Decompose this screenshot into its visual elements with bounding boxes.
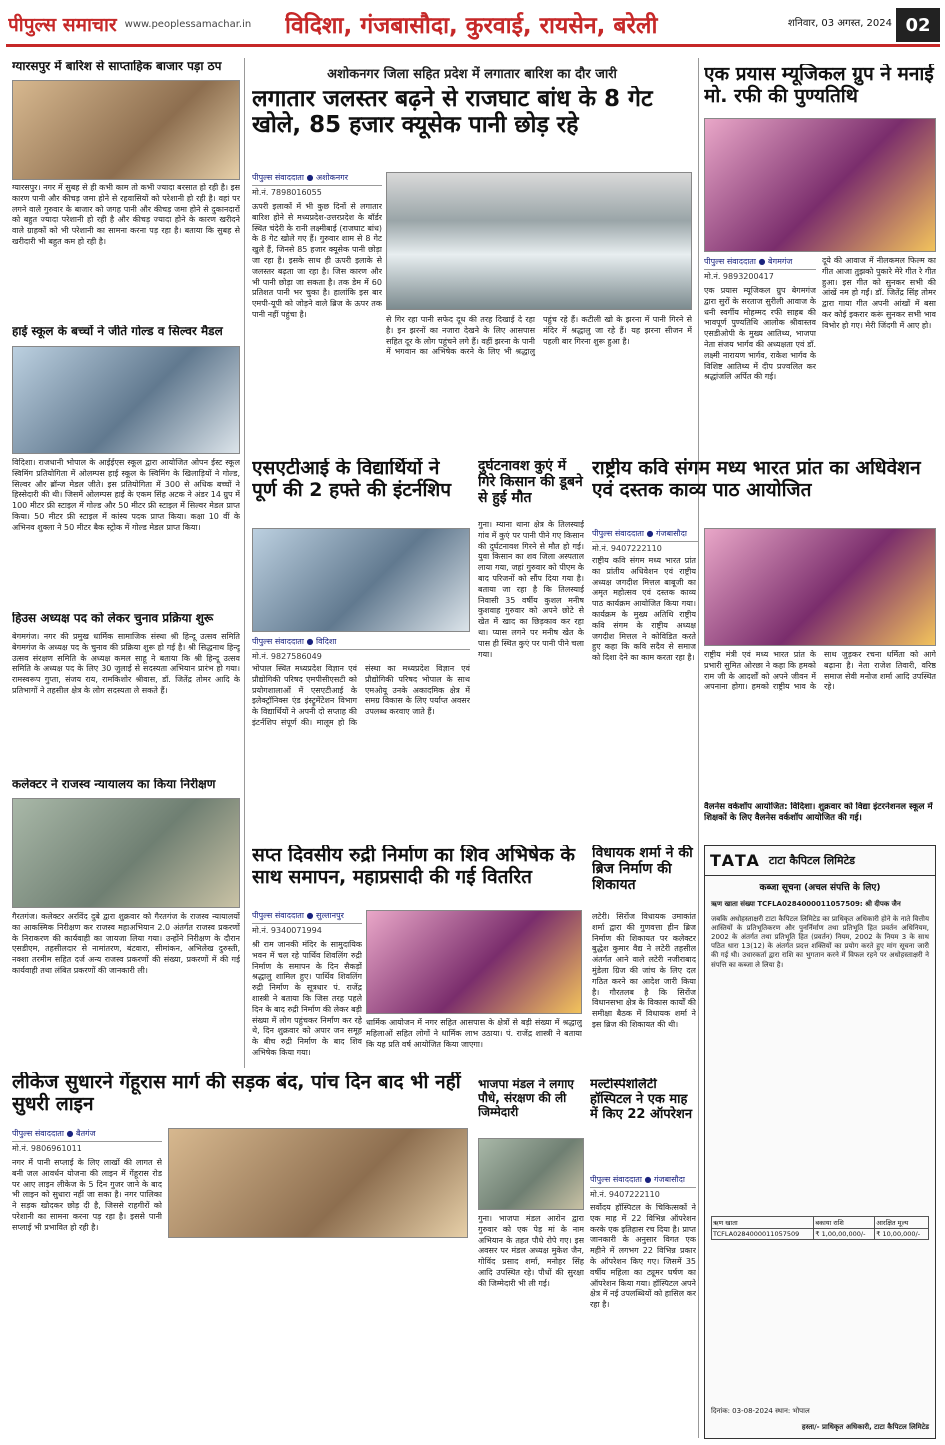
tata-capital-ad: [704, 845, 936, 1439]
kavi-reporter: पीपुल्स संवाददाता: [592, 529, 644, 538]
ad-td-2: ₹ 1,00,00,000/-: [814, 1229, 875, 1240]
music-photo: [704, 118, 936, 252]
rudri-body: श्री राम जानकी मंदिर के सामुदायिक भवन में चल रहे पार्थिव शिवलिंग रुद्री निर्माण के समापन के दिन सैकड़ों श्रद्धालु शामिल हुए। पार्थिव शिवलिंग रुद्री निर्माण के सूत्रधार पं. राजेंद्र शास्त्री ने बताया कि जिस तरह पहले दिन के बाद रुद्री निर्माण की लेकर बड़ी संख्या में लोग पहुंचकर निर्माण कर रहे थे, दिन शुक्रवार को अपार जन समूह के बीच रुद्री निर्माण के बाद शिव अभिषेक किया गया।: [252, 940, 362, 1057]
rudri-body-continued: धार्मिक आयोजन में नगर सहित आसपास के क्षेत्रों से बड़ी संख्या में श्रद्धालु महिलाओं सहित लोगों ने धार्मिक लाभ उठाया। पं. राजेंद्र शास्त्री ने बताया कि यह प्रति वर्ष आयोजित किया जाएगा।: [366, 1018, 582, 1049]
kuan-headline: दुर्घटनावश कुएं में गिरे किसान की डूबने से हुई मौत: [478, 458, 583, 507]
rudri-headline: सप्त दिवसीय रुद्री निर्माण का शिव अभिषेक के साथ समापन, महाप्रसादी की गई वितरित: [252, 845, 575, 888]
ad-td-1: TCFLA0284000011057509: [712, 1229, 814, 1240]
leak-reporter: पीपुल्स संवाददाता: [12, 1129, 64, 1138]
leak-photo: [168, 1128, 468, 1238]
ad-company: टाटा कैपिटल लिमिटेड: [768, 854, 856, 867]
hospital-body: सर्वोदय हॉस्पिटल के चिकित्सकों ने एक माह में 22 विभिन्न ऑपरेशन करके एक इतिहास रच दिया है। प्राप्त जानकारी के अनुसार विगत एक महीने में लगभग 22 विभिन्न प्रकार के ऑपरेशन किए गए। जिसमें 35 वर्षीय महिला का ट्यूमर घर्षण का ऑपरेशन किया गया। हॉस्पिटल अपने क्षेत्र में नई उपलब्धियों को हासिल कर रहा है।: [590, 1203, 696, 1310]
ad-header: [705, 846, 935, 876]
dam-photo: [386, 172, 692, 310]
kavi-photo: [704, 528, 936, 646]
sati-body: भोपाल स्थित मध्यप्रदेश विज्ञान एवं प्रौद्योगिकी परिषद एमपीसीएसटी को प्रयोगशालाओं में एसएटीआई के इलेक्ट्रॉनिक्स एंड इंस्ट्रूमेंटेशन विभाग के विद्यार्थियों ने अपनी दो सप्ताह की इंटर्नशिप संपूर्ण की। मालूम हो कि संस्था का मध्यप्रदेश विज्ञान एवं प्रौद्योगिकी परिषद भोपाल के साथ एमओयू उनके अकादमिक क्षेत्र में समग्र विकास के लिए पर्याप्त अवसर उपलब्ध करवाए जाते हैं।: [252, 664, 470, 727]
rudri-byline: पीपुल्स संवाददाता ● सुल्तानपुर: [252, 910, 362, 924]
dam-mobile: मो.नं. 7898016055: [252, 188, 322, 197]
sati-mobile: मो.नं. 9827586049: [252, 652, 322, 661]
music-body-continued: दूये की आवाज में नीलकमल फिल्म का गीत आजा तुझको पुकारे मेरे गीत रे गीत हुआ। इस गीत को सुनकर सभी की आंखें नम हो गईं। डॉ. जितेंद्र सिंह तोमर द्वारा गाया गीत अपनी आंखों में बसा कर कोई इकरार करूं सुनकर सभी भाव विभोर हो गए। मेरी जिंदगी में आए हो।: [822, 256, 936, 330]
sati-byline: पीपुल्स संवाददाता ● विदिशा: [252, 636, 470, 650]
right-divider: [698, 58, 699, 1438]
sati-photo: [252, 528, 470, 632]
sati-headline: एसएटीआई के विद्यार्थियों ने पूर्ण की 2 हफ्ते की इंटर्नशिप: [252, 458, 452, 501]
wellness-caption: वैलनेस वर्कशॉप आयोजित: विदिशा। शुक्रवार को विद्या इंटरनेशनल स्कूल में शिक्षकों के लिए वैलनेस वर्कशॉप आयोजित की गई।: [704, 802, 933, 824]
ad-subtitle: कब्जा सूचना (अचल संपत्ति के लिए): [759, 883, 881, 893]
tata-logo: TATA: [710, 851, 761, 870]
hindu-body: बेगमगंज। नगर की प्रमुख धार्मिक सामाजिक संस्था श्री हिन्दू उत्सव समिति बेगमगंज के अध्यक्ष पद के चुनाव की प्रक्रिया शुरू हो गई है। श्री सिद्धनाथ हिन्दू उत्सव संरक्षण समिति के अध्यक्ष कमल साहू ने बताया कि श्री हिन्दू उत्सव समिति के अध्यक्ष पद के लिए 30 जुलाई से सदस्यता अभियान प्रारंभ हो गया। रामस्वरूप गुप्ता, संजय राय, रामकिशोर श्रीवास, डॉ. जितेंद्र तोमर आदि के प्रतिभागों ने तहसील क्षेत्र के लोग सदस्यता ले सकते हैं।: [12, 632, 240, 695]
kuan-body: गुना। म्याना थाना क्षेत्र के तिलस्याई गांव में कुएं पर पानी पीने गए किसान की दुर्घटनावश गिरने से मौत हो गई। युवा किसान का शव जिला अस्पताल लाया गया, जहां गुरुवार को पीएम के बाद परिजनों को सौंप दिया गया है। बताया जा रहा है कि तिलस्याई निवासी 35 वर्षीय कुशल मनीष कुशवाह गुरुवार को अपने छोटे से खेत में खाद का छिड़काव कर रहा था। प्यास लगने पर मनीष खेत के पास ही स्थित कुएं पर पानी पीने चला गया।: [478, 520, 584, 659]
hospital-headline: मल्टीस्पेशलिटी हॉस्पिटल ने एक माह में किए 22 ऑपरेशन: [590, 1078, 693, 1122]
ad-td-3: ₹ 10,00,000/-: [875, 1229, 929, 1240]
kavi-place: गंजबासौदा: [656, 529, 687, 538]
music-reporter: पीपुल्स संवाददाता: [704, 257, 756, 266]
medal-body: विदिशा। राजधानी भोपाल के आईईएस स्कूल द्वारा आयोजित ओपन ईस्ट स्कूल स्विमिंग प्रतियोगिता में ओलम्पस हाई स्कूल के स्विमिंग के खिलाड़ियों ने गोल्ड, सिल्वर और ब्रॉन्ज मेडल जीते। इस प्रतियोगिता में 300 से अधिक बच्चों ने हिस्सेदारी की थी। जिसमें ओलम्पस हाई के एकम सिंह अटक ने अंडर 14 ग्रुप में 100 मीटर फ्री स्टाइल में गोल्ड और 50 मीटर फ्री स्टाइल में सिल्वर मेडल प्राप्त किया। 50 मीटर फ्री स्टाइल में कांस्य पदक प्राप्त किया। कक्षा 10 वीं के अभिनव शुक्ला ने 50 मीटर बैक स्ट्रोक में गोल्ड मेडल प्राप्त किया।: [12, 458, 240, 532]
leak-body: नगर में पानी सप्लाई के लिए लाखों की लागत से बनी जल आवर्धन योजना की लाइन में गेंहूरास रोड पर आए लाइन लीकेज के 5 दिन गुजर जाने के बाद भी लाइन को सुधारा नहीं जा सका है। नगर पालिका ने सड़क खोदकर छोड़ दी है, जिससे राहगीरों को परेशानी का सामना करना पड़ रहा है। इससे पानी सप्लाई भी प्रभावित हो रही है।: [12, 1158, 162, 1232]
kavi-body-continued: राष्ट्रीय मंत्री एवं मध्य भारत प्रांत के प्रभारी सुमित ओरछा ने कहा कि हमको राम जी के आदर्शों को अपने जीवन में अपनाना होगा। हमको राष्ट्रीय भाव के साथ जुड़कर रचना धर्मिता को आगे बढ़ाना है। नेता राजेश तिवारी, वरिष्ठ समाज सेवी मनोज शर्मा आदि उपस्थित रहे।: [704, 650, 936, 692]
vidhayak-headline: विधायक शर्मा ने की ब्रिज निर्माण की शिकायत: [592, 845, 693, 894]
dam-byline: पीपुल्स संवाददाता ● अशोकनगर: [252, 172, 382, 186]
ad-table-row: [712, 1229, 929, 1240]
hospital-byline: पीपुल्स संवाददाता ● गंजबासौदा: [590, 1174, 696, 1188]
page-number: 02: [896, 8, 940, 42]
ad-table: [711, 1216, 929, 1240]
medal-headline: हाई स्कूल के बच्चों ने जीते गोल्ड व सिल्वर मैडल: [12, 325, 223, 338]
kavi-body: राष्ट्रीय कवि संगम मध्य भारत प्रांत का प्रांतीय अधिवेशन एवं राष्ट्रीय अध्यक्ष जगदीश मित्तल बाबूजी का अमृत महोत्सव एवं दस्तक काव्य पाठ कार्यक्रम आयोजित किया गया। कार्यक्रम के मुख्य अतिथि राष्ट्रीय कवि संगम के राष्ट्रीय अध्यक्ष जगदीश मित्तल ने कोविडित करते हुए कहा कि कवि सदैव से समाज को दिशा देने का काम करता रहा है।: [592, 556, 696, 663]
brand-url[interactable]: www.peoplessamachar.in: [124, 18, 252, 30]
hospital-place: गंजबासौदा: [654, 1175, 685, 1184]
kavi-headline: राष्ट्रीय कवि संगम मध्य भारत प्रांत का अधिवेशन एवं दस्तक काव्य पाठ आयोजित: [592, 458, 921, 501]
bazar-body: ग्यारसपुर। नगर में सुबह से ही कभी काम तो कभी ज्यादा बरसात हो रही है। इस कारण पानी और कीचड़ जमा होने से रहवासियों को परेशानी हो रही है। वहां पर लगने वाले गुरुवार के बाजार को जगह पानी और कीचड़ जमा होने से दुकानदारों को बहुत ज्यादा परेशानी हो रही है और कीचड़ ज्यादा होने के कारण खरीदने वाले ग्राहकों को भी परेशानी का सामना करना पड़ रहा है। बताया कि सुबह से खरीदारी भी बहुत कम हो रही है।: [12, 183, 240, 246]
ad-table-head: [712, 1217, 929, 1229]
bhajpa-headline: भाजपा मंडल ने लगाए पौधे, संरक्षण की ली जिम्मेदारी: [478, 1078, 574, 1119]
bazar-photo: [12, 80, 240, 180]
hindu-headline: हिउस अध्यक्ष पद को लेकर चुनाव प्रक्रिया शुरू: [12, 612, 214, 625]
issue-date: शनिवार, 03 अगस्त, 2024: [787, 18, 892, 29]
ad-th-2: बकाया राशि: [814, 1217, 875, 1229]
rudri-reporter: पीपुल्स संवाददाता: [252, 911, 304, 920]
music-byline: पीपुल्स संवाददाता ● बेगमगंज: [704, 256, 816, 270]
hospital-story: [590, 1078, 696, 1438]
region-title: विदिशा, गंजबासौदा, कुरवाई, रायसेन, बरेली: [285, 13, 658, 39]
hospital-mobile: मो.नं. 9407222110: [590, 1190, 660, 1199]
leak-mobile: मो.नं. 9806961011: [12, 1144, 82, 1153]
masthead-brand: [8, 8, 278, 40]
ad-footer: दिनांक: 03-08-2024 स्थान: भोपाल: [711, 1406, 810, 1415]
ad-body: जबकि अधोहस्ताक्षरी टाटा कैपिटल लिमिटेड का प्राधिकृत अधिकारी होने के नाते वित्तीय आस्तियों के प्रतिभूतिकरण और पुनर्निर्माण तथा प्रतिभूति हित प्रवर्तन अधिनियम, 2002 के अंतर्गत तथा प्रतिभूति हित (प्रवर्तन) नियम, 2002 के नियम 3 के साथ पठित धारा 13(12) के अंतर्गत प्रदत्त शक्तियों का प्रयोग करते हुए मांग सूचना जारी की गई थी। उधारकर्ता द्वारा राशि का भुगतान करने में विफल रहने पर अधोहस्ताक्षरी ने संपत्ति का कब्जा ले लिया है।: [711, 915, 929, 969]
masthead-rule: [6, 44, 940, 47]
music-body: एक प्रयास म्यूजिकल ग्रुप बेगमगंज द्वारा सुरों के सरताज सुरीली आवाज के धनी स्वर्गीय मोहम्मद रफी साहब की भावपूर्ण पुण्यतिथि आलोक श्रीवास्तव एसडीओपी के मुख्य आतिथ्य, भाजपा नेता संजय भार्गव की अध्यक्षता एवं डॉ. लक्ष्मी नारायण भार्गव, राकेश भार्गव के विशिष्ट आतिथ्य में दीप प्रज्वलित कर श्रद्धांजलि अर्पित की गई।: [704, 286, 816, 382]
brand-name: पीपुल्स समाचार: [8, 14, 117, 36]
dam-kicker: अशोकनगर जिला सहित प्रदेश में लगातार बारिश का दौर जारी: [327, 67, 617, 82]
kavi-byline: पीपुल्स संवाददाता ● गंजबासौदा: [592, 528, 698, 542]
ad-th-1: ऋण खाता: [712, 1217, 814, 1229]
music-mobile: मो.नं. 9893200417: [704, 272, 774, 281]
ad-signature: हस्ता/- प्राधिकृत अधिकारी, टाटा कैपिटल लिमिटेड: [801, 1422, 929, 1431]
bhajpa-photo: [478, 1138, 584, 1210]
leak-headline: लीकेज सुधारने गेंहूरास मार्ग की सड़क बंद, पांच दिन बाद भी नहीं सुधरी लाइन: [12, 1072, 461, 1115]
ad-th-3: आरक्षित मूल्य: [875, 1217, 929, 1229]
collector-body: गैरतगंज। कलेक्टर अरविंद दुबे द्वारा शुक्रवार को गैरतगंज के राजस्व न्यायालयों का आकस्मिक निरीक्षण कर राजस्व महाअभियान 2.0 अंतर्गत राजस्व प्रकरणों के निराकरण की कार्यवाही का जायजा लिया गया। उन्होंने निरीक्षण के दौरान एसडीएम, तहसीलदार से नामांतरण, बंटवारा, सीमांकन, अभिलेख दुरुस्ती, नक्शा तरमीम सहित दर्ज अन्य राजस्व प्रकरणों की संख्या, प्रकरणों में की गई कार्यवाही तथा लंबित प्रकरणों की जानकारी ली।: [12, 912, 240, 975]
hospital-reporter: पीपुल्स संवाददाता: [590, 1175, 642, 1184]
rudri-photo: [366, 910, 582, 1014]
dam-body-continued: से गिर रहा पानी सफेद दूध की तरह दिखाई दे रहा है। इन झरनों का नजारा देखने के लिए आसपास सहित दूर के लोग पहुंचने लगे हैं। वहीं झरना के पानी में भगवान का अभिषेक करने के लिए भी श्रद्धालु पहुंच रहे हैं। कटीली खो के झरना में पानी गिरने से मंदिर में श्रद्धालु जा रहे हैं। यह झरना सीजन में पहली बार गिरना शुरू हुआ है।: [386, 315, 692, 357]
music-headline: एक प्रयास म्यूजिकल ग्रुप ने मनाई मो. रफी की पुण्यतिथि: [704, 64, 934, 107]
collector-headline: कलेक्टर ने राजस्व न्यायालय का किया निरीक्षण: [12, 778, 216, 791]
rudri-place: सुल्तानपुर: [316, 911, 344, 920]
column-divider: [244, 58, 245, 1068]
music-place: बेगमगंज: [768, 257, 793, 266]
vidhayak-body: लटेरी। सिरोंज विधायक उमाकांत शर्मा द्वारा की गुणवत्ता हीन ब्रिज निर्माण की शिकायत पर कलेक्टर बुद्धेश कुमार वैद्य ने लटेरी तहसील अंतर्गत आने वाले लटेरी नजीराबाद मुंडेला ग्रिज की जांच के लिए दल गठित करने का आदेश जारी किया है। गौरतलब है कि सिरोंज विधानसभा क्षेत्र के विकास कार्यों की समीक्षा बैठक में विधायक शर्मा ने इस ब्रिज की शिकायत की थी।: [592, 912, 696, 1029]
leak-byline: पीपुल्स संवाददाता ● बैतगंज: [12, 1128, 162, 1142]
dam-reporter: पीपुल्स संवाददाता: [252, 173, 304, 182]
kavi-mobile: मो.नं. 9407222110: [592, 544, 662, 553]
medal-photo: [12, 346, 240, 454]
dam-headline: लगातार जलस्तर बढ़ने से राजघाट बांध के 8 गेट खोले, 85 हजार क्यूसेक पानी छोड़ रहे: [252, 86, 653, 139]
collector-photo: [12, 798, 240, 908]
sati-place: विदिशा: [316, 637, 337, 646]
dam-body: ऊपरी इलाकों में भी कुछ दिनों से लगातार बारिश होने से मध्यप्रदेश-उत्तरप्रदेश के बॉर्डर स्थित चंदेरी के रानी लक्ष्मीबाई (राजघाट बांध) के 8 गेट खोले गए हैं। गुरुवार शाम से 8 गेट खुले हैं, जिनसे 85 हजार क्यूसेक पानी छोड़ा जा रहा है। इसके साथ ही ऊपरी इलाके से जलस्तर बढ़ता जा रहा है। जिस कारण और भी पानी छोड़ा जा सकता है। तक डेम में 60 प्रतिशत पानी भर चुका है। हालांकि इस बार एमपी-यूपी को जोड़ने वाले ब्रिज के ऊपर तक पानी नहीं पहुंचा है।: [252, 202, 382, 319]
leak-place: बैतगंज: [76, 1129, 96, 1138]
ad-table-wrap: [705, 1212, 935, 1244]
ad-loan: ऋण खाता संख्या TCFLA0284000011057509: श्री दीपक जैन: [711, 900, 901, 908]
dam-place: अशोकनगर: [316, 173, 349, 182]
bhajpa-body: गुना। भाजपा मंडल आरोन द्वारा गुरुवार को एक पेड़ मां के नाम अभियान के तहत पौधे रोपे गए। इस अवसर पर मंडल अध्यक्ष मुकेश जैन, गोविंद प्रसाद शर्मा, मनोहर सिंह आदि उपस्थित रहे। पौधों की सुरक्षा की जिम्मेदारी भी ली गई।: [478, 1214, 584, 1288]
bazar-headline: ग्यारसपुर में बारिश से साप्ताहिक बाजार पड़ा ठप: [12, 60, 222, 73]
rudri-mobile: मो.नं. 9340071994: [252, 926, 322, 935]
sati-reporter: पीपुल्स संवाददाता: [252, 637, 304, 646]
